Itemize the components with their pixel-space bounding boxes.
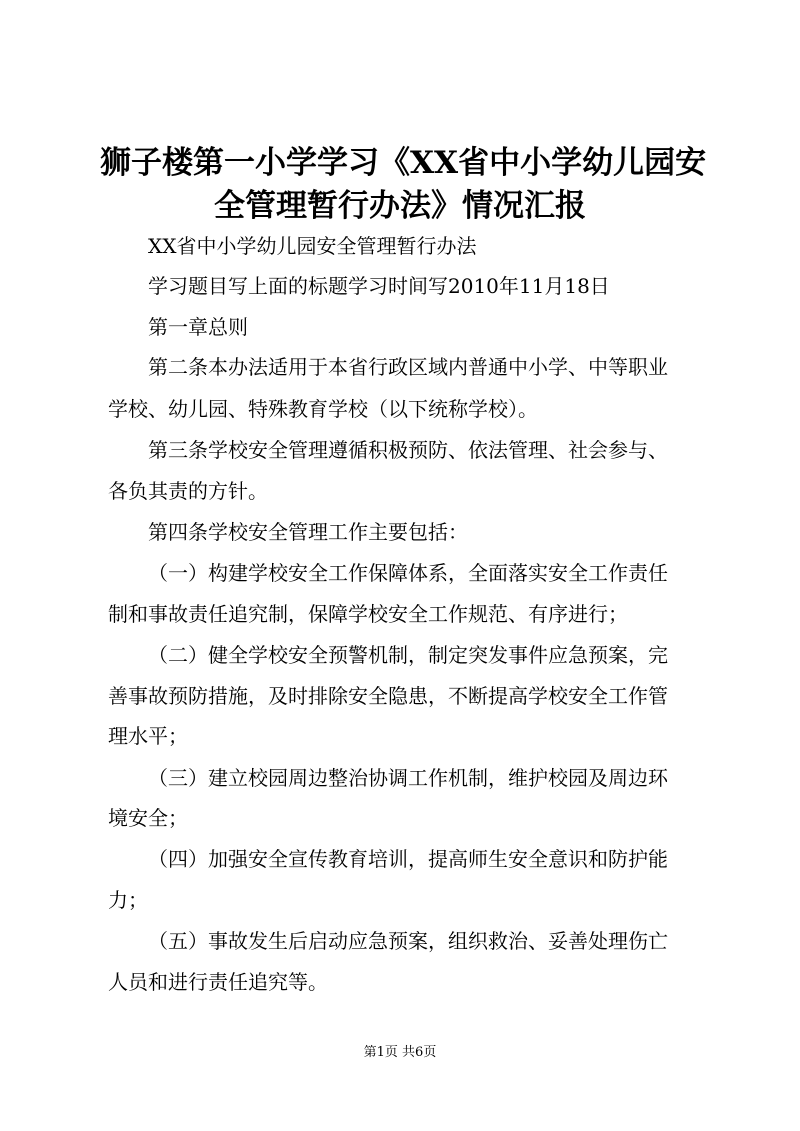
body-line-article-3-cont: 各负其责的方针。	[108, 479, 268, 503]
page-footer: 第1页 共6页	[363, 1045, 437, 1060]
body-line-item-4-cont: 力；	[108, 888, 148, 912]
body-line-item-1: （一）构建学校安全工作保障体系，全面落实安全工作责任	[148, 561, 668, 585]
document-title-line-1: 狮子楼第一小学学习《XX省中小学幼儿园安	[100, 145, 707, 181]
body-line-item-1-cont: 制和事故责任追究制，保障学校安全工作规范、有序进行；	[108, 602, 628, 626]
body-line-item-5-cont: 人员和进行责任追究等。	[108, 970, 328, 994]
body-line-item-2-cont: 善事故预防措施，及时排除安全隐患，不断提高学校安全工作管	[108, 684, 668, 708]
body-line-item-2-cont-2: 理水平；	[108, 724, 188, 748]
body-line-article-2: 第二条本办法适用于本省行政区域内普通中小学、中等职业	[148, 355, 668, 379]
body-line-item-2: （二）健全学校安全预警机制，制定突发事件应急预案，完	[148, 643, 668, 667]
body-line-article-4: 第四条学校安全管理工作主要包括：	[148, 520, 468, 544]
body-line-item-3-cont: 境安全；	[108, 806, 188, 830]
body-line-article-2-cont: 学校、幼儿园、特殊教育学校（以下统称学校）。	[108, 397, 538, 421]
body-line-item-3: （三）建立校园周边整治协调工作机制，维护校园及周边环	[148, 766, 668, 790]
body-line-item-5: （五）事故发生后启动应急预案，组织救治、妥善处理伤亡	[148, 929, 668, 953]
body-line-law-name: XX省中小学幼儿园安全管理暂行办法	[148, 234, 477, 258]
body-line-study-time: 学习题目写上面的标题学习时间写2010年11月18日	[148, 274, 610, 298]
body-line-chapter-1: 第一章总则	[148, 315, 248, 339]
body-line-article-3: 第三条学校安全管理遵循积极预防、依法管理、社会参与、	[148, 438, 668, 462]
body-line-item-4: （四）加强安全宣传教育培训，提高师生安全意识和防护能	[148, 847, 668, 871]
document-title-line-2: 全管理暂行办法》情况汇报	[214, 188, 586, 224]
